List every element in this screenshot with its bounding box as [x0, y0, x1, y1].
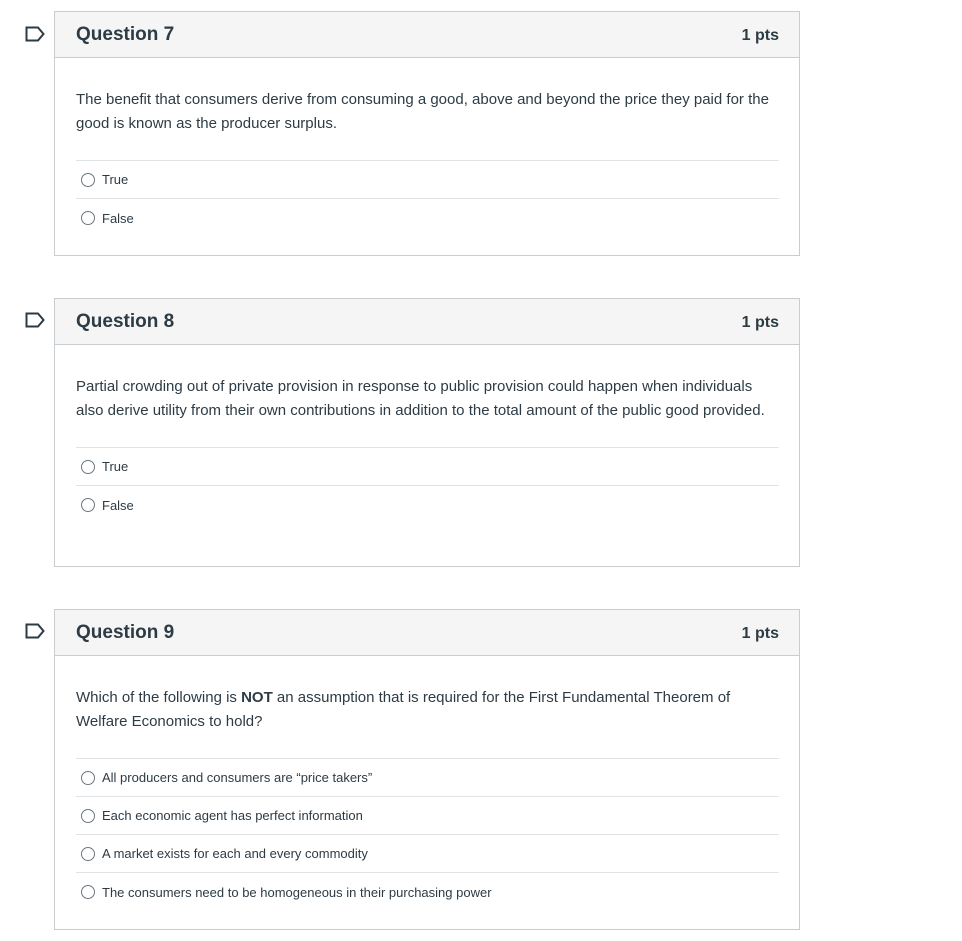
question-text: Partial crowding out of private provision in response to public provision could happen when individuals also derive utility from their own contributions in addition to the total amount of the public good provided.	[76, 378, 765, 419]
answer-option-false[interactable]	[76, 199, 779, 237]
radio-button[interactable]	[81, 173, 95, 187]
radio-button[interactable]	[81, 885, 95, 899]
answer-label: The consumers need to be homogeneous in their purchasing power	[102, 884, 492, 900]
question-9	[54, 609, 800, 930]
radio-button[interactable]	[81, 771, 95, 785]
answer-option-false[interactable]	[76, 486, 779, 524]
question-title: Question 8	[76, 310, 175, 332]
answer-option-3[interactable]	[76, 835, 779, 873]
flag-question-icon[interactable]	[25, 312, 45, 328]
question-points: 1 pts	[741, 624, 779, 642]
answer-label: Each economic agent has perfect information	[102, 808, 363, 823]
question-text: Which of the following is NOT an assumption that is required for the First Fundamental Theorem of Welfare Economics to hold?	[76, 689, 731, 730]
answer-label: False	[102, 497, 134, 513]
radio-button[interactable]	[81, 847, 95, 861]
question-header	[55, 299, 799, 345]
radio-button[interactable]	[81, 211, 95, 225]
question-header	[55, 12, 799, 58]
question-text: The benefit that consumers derive from consuming a good, above and beyond the price they paid for the good is known as the producer surplus.	[76, 91, 769, 132]
answer-option-true[interactable]	[76, 161, 779, 199]
emphasis-not: NOT	[241, 689, 273, 706]
answer-label: True	[102, 459, 129, 474]
answer-option-true[interactable]	[76, 448, 779, 486]
answer-label: A market exists for each and every commodity	[102, 846, 368, 861]
question-title: Question 9	[76, 621, 175, 643]
question-header	[55, 610, 799, 656]
question-points: 1 pts	[741, 26, 779, 44]
flag-question-icon[interactable]	[25, 623, 45, 639]
answer-list	[76, 758, 779, 911]
answer-option-2[interactable]	[76, 797, 779, 835]
answer-option-4[interactable]	[76, 873, 779, 911]
answer-label: All producers and consumers are “price takers”	[102, 770, 373, 785]
question-8	[54, 298, 800, 567]
answer-list	[76, 447, 779, 524]
question-points: 1 pts	[741, 313, 779, 331]
question-title: Question 7	[76, 23, 175, 45]
flag-question-icon[interactable]	[25, 26, 45, 42]
question-7	[54, 11, 800, 256]
radio-button[interactable]	[81, 460, 95, 474]
answer-label: True	[102, 172, 129, 187]
answer-label: False	[102, 210, 134, 226]
radio-button[interactable]	[81, 809, 95, 823]
answer-list	[76, 160, 779, 237]
radio-button[interactable]	[81, 498, 95, 512]
answer-option-1[interactable]	[76, 759, 779, 797]
